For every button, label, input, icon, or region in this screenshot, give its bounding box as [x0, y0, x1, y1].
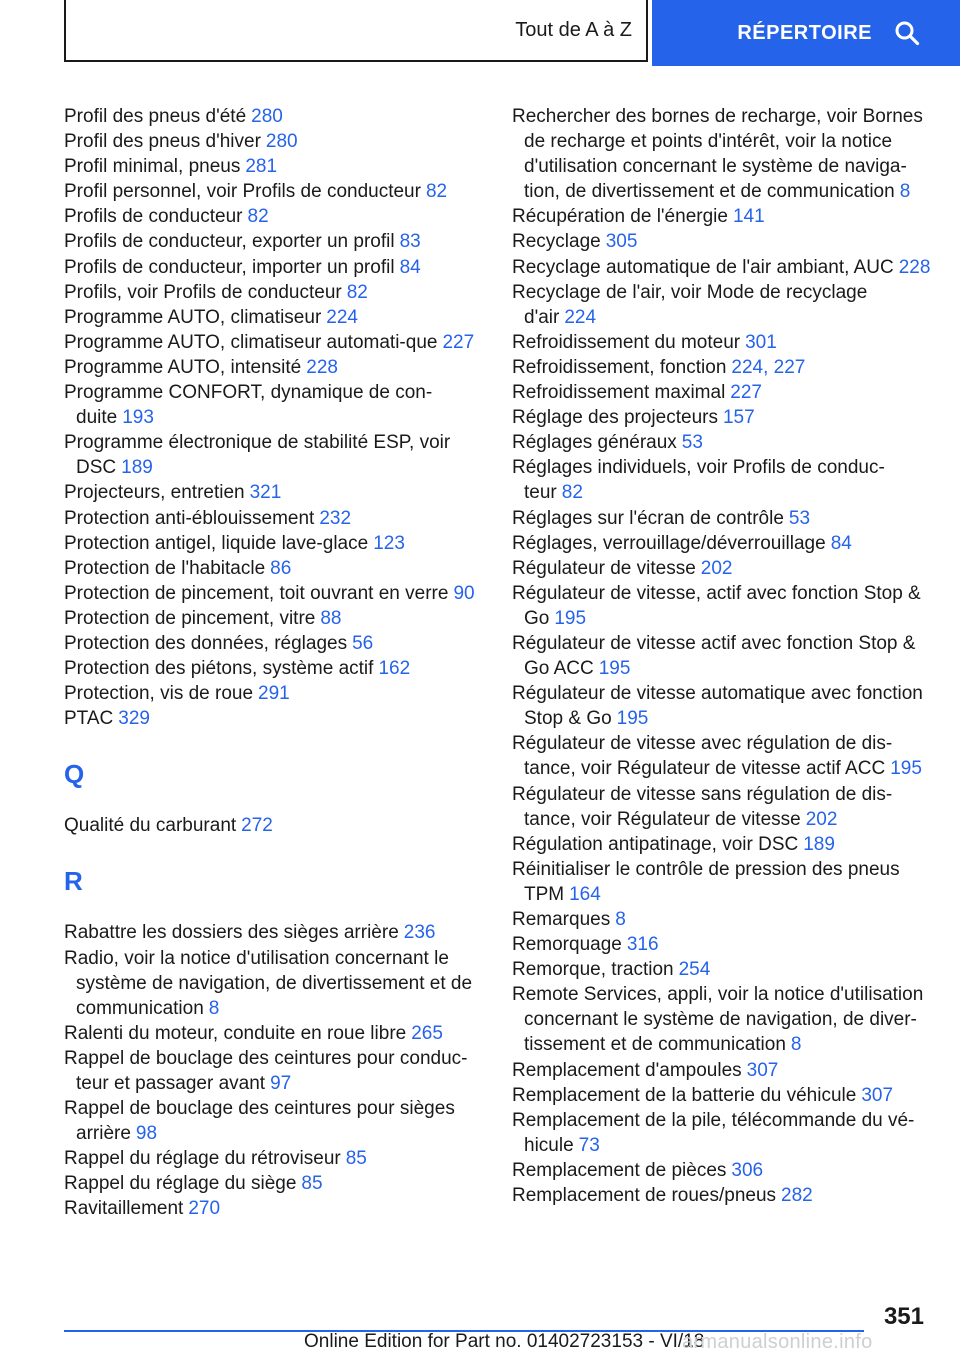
index-entry-term: Rappel du réglage du rétroviseur	[64, 1148, 341, 1170]
index-entry-term: PTAC	[64, 708, 114, 730]
footer-edition: Online Edition for Part no. 01402723153 - VI/18	[304, 1331, 705, 1352]
index-entry	[64, 129, 484, 154]
index-entry-page-link[interactable]: 232	[319, 507, 352, 529]
index-entry-term: Réinitialiser le contrôle de pression des pneus TPM	[512, 858, 900, 905]
index-entry-term: Refroidissement maximal	[512, 382, 726, 404]
index-entry	[64, 330, 484, 355]
index-entry	[64, 104, 484, 129]
index-entry	[512, 506, 932, 531]
index-entry-term: Profils de conducteur	[64, 206, 243, 228]
index-entry-page-link[interactable]: 123	[373, 532, 405, 554]
index-entry-page-link[interactable]: 157	[722, 407, 755, 429]
index-entry-term: Remote Services, appli, voir la notice d'utilisation concernant le système de navigation, de diver-tissement et de communication	[512, 984, 924, 1056]
index-entry-term: Régulateur de vitesse, actif avec fonction Stop & Go	[512, 582, 921, 629]
index-entry	[512, 932, 932, 957]
index-entry-page-link[interactable]: 316	[626, 934, 659, 956]
index-entry	[512, 982, 932, 1057]
index-entry-term: Rechercher des bornes de recharge, voir Bornes de recharge et points d'intérêt, voir la notice d'utilisation concernant le système de naviga-tion, de divertissement et de communication	[512, 106, 923, 203]
tab-az-label: Tout de A à Z	[515, 18, 632, 41]
index-entry-term: Programme CONFORT, dynamique de con-duite	[64, 382, 433, 429]
index-entry	[64, 1046, 484, 1096]
index-entry	[512, 1108, 932, 1158]
index-entry	[512, 731, 932, 781]
index-entry	[64, 480, 484, 505]
index-entry-page-link[interactable]: 227	[730, 382, 762, 404]
index-entry-page-link[interactable]: 270	[188, 1198, 221, 1220]
index-entry	[64, 556, 484, 581]
index-entry-page-link[interactable]: 82	[346, 281, 368, 303]
index-entry-term: Rabattre les dossiers des sièges arrière	[64, 922, 399, 944]
index-entry	[512, 1058, 932, 1083]
index-entry	[64, 355, 484, 380]
index-entry-page-link[interactable]: 307	[746, 1059, 779, 1081]
tab-tout-de-a-a-z[interactable]	[64, 0, 648, 62]
index-entry-term: Réglages, verrouillage/déverrouillage	[512, 532, 826, 554]
index-entry-term: Réglages individuels, voir Profils de conduc-teur	[512, 457, 885, 504]
index-entry-page-link[interactable]: 227	[442, 331, 475, 353]
index-entry-page-link[interactable]: 195	[890, 758, 922, 780]
index-entry-term: Protection antigel, liquide lave-glace	[64, 532, 369, 554]
index-entry-term: Programme AUTO, climatiseur	[64, 306, 322, 328]
index-entry-term: Réglages généraux	[512, 432, 677, 454]
index-entry-term: Profils, voir Profils de conducteur	[64, 281, 342, 303]
index-entry-term: Profil minimal, pneus	[64, 156, 241, 178]
index-entry-term: Programme électronique de stabilité ESP, voir DSC	[64, 432, 451, 479]
index-entry-term: Régulateur de vitesse sans régulation de dis-tance, voir Régulateur de vitesse	[512, 783, 893, 830]
index-entry-page-link[interactable]: 272	[241, 815, 273, 837]
index-entry-page-link[interactable]: 193	[122, 407, 154, 429]
index-entry	[64, 581, 484, 606]
index-entry	[512, 280, 932, 330]
index-entry-term: Protection des piétons, système actif	[64, 658, 374, 680]
index-entry-term: Programme AUTO, climatiseur automati-que	[64, 331, 438, 353]
index-entry	[64, 631, 484, 656]
index-entry	[64, 280, 484, 305]
index-entry-term: Protection de l'habitacle	[64, 557, 266, 579]
index-entry-page-link[interactable]: 8	[615, 909, 626, 930]
index-entry-term: Réglage des projecteurs	[512, 407, 718, 429]
index-entry-page-link[interactable]: 53	[788, 507, 811, 529]
index-entry-page-link[interactable]: 8	[208, 997, 220, 1019]
index-entry	[512, 832, 932, 857]
index-entry-page-link[interactable]: 73	[578, 1134, 600, 1156]
index-entry-page-link[interactable]: 84	[399, 256, 421, 278]
index-entry-term: Profils de conducteur, importer un profil	[64, 256, 395, 278]
index-entry-page-link[interactable]: 189	[803, 833, 835, 855]
index-entry	[64, 154, 484, 179]
index-entry	[64, 1196, 484, 1221]
index-entry-page-link[interactable]: 224	[326, 306, 358, 328]
index-entry-page-link[interactable]: 86	[270, 557, 292, 579]
index-entry-term: Refroidissement du moteur	[512, 331, 741, 353]
index-entry-page-link[interactable]: 162	[378, 658, 411, 680]
index-entry-page-link[interactable]: 282	[781, 1185, 813, 1207]
index-entry-term: Recyclage	[512, 231, 601, 253]
index-entry	[64, 204, 484, 229]
index-entry-page-link[interactable]: 98	[135, 1123, 158, 1145]
index-entry	[64, 681, 484, 706]
index-entry	[64, 1021, 484, 1046]
index-entry-term: Radio, voir la notice d'utilisation concernant le système de navigation, de divertissement et de communication	[64, 947, 473, 1019]
index-entry-term: Protection de pincement, toit ouvrant en verre	[64, 582, 449, 604]
index-entry	[512, 255, 932, 280]
index-letter-heading: R	[64, 866, 83, 897]
index-entry-term: Refroidissement, fonction	[512, 356, 727, 378]
index-entry	[64, 229, 484, 254]
index-entry-page-link[interactable]: 85	[301, 1173, 323, 1195]
index-entry-term: Remplacement de pièces	[512, 1159, 727, 1181]
index-entry	[512, 455, 932, 505]
index-entry-term: Recyclage de l'air, voir Mode de recyclage d'air	[512, 281, 868, 328]
index-entry	[64, 531, 484, 556]
index-entry	[512, 355, 932, 380]
index-entry	[512, 782, 932, 832]
index-entry-term: Régulateur de vitesse avec régulation de dis-tance, voir Régulateur de vitesse actif ACC	[512, 733, 893, 780]
search-icon[interactable]	[894, 20, 920, 46]
index-entry-term: Régulateur de vitesse automatique avec fonction Stop & Go	[512, 683, 923, 730]
index-entry-term: Rappel de bouclage des ceintures pour conduc-teur et passager avant	[64, 1047, 468, 1094]
index-entry	[64, 506, 484, 531]
index-entry-page-link[interactable]: 202	[805, 808, 838, 830]
index-entry	[64, 430, 484, 480]
index-entry-term: Profil des pneus d'été	[64, 106, 247, 127]
index-entry-term: Recyclage automatique de l'air ambiant, AUC	[512, 256, 894, 278]
index-entry-term: Régulateur de vitesse	[512, 557, 696, 579]
index-entry	[64, 1096, 484, 1146]
index-column-right	[512, 104, 932, 1208]
index-entry-page-link[interactable]: 254	[678, 959, 711, 981]
index-entry-term: Ravitaillement	[64, 1198, 184, 1220]
index-entry-page-link[interactable]: 280	[265, 131, 298, 153]
index-entry-term: Remarques	[512, 909, 611, 930]
index-entry-page-link[interactable]: 82	[247, 206, 269, 228]
index-entry-page-link[interactable]: 224	[564, 306, 597, 328]
index-entry-page-link[interactable]: 195	[616, 708, 649, 730]
index-entry-term: Protection de pincement, vitre	[64, 607, 316, 629]
index-entry	[512, 581, 932, 631]
index-entry-page-link[interactable]: 202	[700, 557, 733, 579]
index-entry	[64, 656, 484, 681]
index-entry	[64, 920, 484, 945]
index-entry-term: Programme AUTO, intensité	[64, 356, 302, 378]
tab-repertoire-label: RÉPERTOIRE	[737, 21, 872, 44]
index-entry	[64, 946, 484, 1021]
index-entry	[512, 1183, 932, 1208]
index-entry	[64, 305, 484, 330]
index-entry-term: Remorquage	[512, 934, 622, 956]
index-entry-page-link[interactable]: 228	[898, 256, 931, 278]
index-entry	[64, 813, 484, 838]
top-navigation	[0, 0, 960, 66]
index-letter-heading: Q	[64, 759, 85, 790]
index-entry	[512, 104, 932, 204]
index-entry-page-link[interactable]: 280	[251, 106, 283, 127]
index-entry	[512, 1158, 932, 1183]
index-entry-page-link[interactable]: 97	[270, 1073, 292, 1094]
index-entry-page-link[interactable]: 306	[731, 1159, 764, 1181]
index-entry-term: Rappel de bouclage des ceintures pour sièges arrière	[64, 1098, 455, 1145]
index-entry-page-link[interactable]: 195	[598, 658, 631, 680]
index-entry	[512, 330, 932, 355]
index-entry	[512, 380, 932, 405]
index-entry-term: Remplacement de roues/pneus	[512, 1185, 777, 1207]
index-entry	[512, 531, 932, 556]
index-entry-page-link[interactable]: 307	[861, 1084, 894, 1106]
index-entry	[512, 1083, 932, 1108]
index-entry	[512, 204, 932, 229]
index-entry-page-link[interactable]: 88	[320, 607, 342, 629]
index-entry-term: Régulateur de vitesse actif avec fonction Stop & Go ACC	[512, 632, 916, 680]
index-entry-term: Protection des données, réglages	[64, 632, 348, 654]
index-entry-term: Qualité du carburant	[64, 815, 237, 837]
index-entry-page-link[interactable]: 8	[790, 1034, 802, 1056]
index-entry-term: Réglages sur l'écran de contrôle	[512, 507, 784, 529]
index-entry-term: Projecteurs, entretien	[64, 482, 245, 504]
index-entry-page-link[interactable]: 301	[745, 331, 777, 353]
index-entry-page-link[interactable]: 281	[245, 156, 278, 178]
page-number: 351	[883, 1303, 924, 1330]
index-entry-term: Régulation antipatinage, voir DSC	[512, 833, 799, 855]
index-entry-term: Ralenti du moteur, conduite en roue libre	[64, 1022, 407, 1044]
index-entry-page-link[interactable]: 141	[732, 206, 765, 228]
index-entry	[64, 706, 484, 731]
index-entry	[64, 1171, 484, 1196]
index-entry-term: Remplacement de la pile, télécommande du vé-hicule	[512, 1109, 915, 1156]
watermark: armanualsonline.info	[682, 1331, 873, 1353]
index-entry-page-link[interactable]: 8	[899, 181, 911, 203]
index-entry	[512, 907, 932, 932]
index-entry	[64, 1146, 484, 1171]
index-entry-page-link[interactable]: 265	[411, 1022, 443, 1044]
index-entry-term: Rappel du réglage du siège	[64, 1173, 297, 1195]
index-entry-term: Profils de conducteur, exporter un profil	[64, 231, 395, 253]
index-entry	[64, 380, 484, 430]
index-entry-page-link[interactable]: 90	[453, 582, 475, 604]
index-entry-page-link[interactable]: 228	[306, 356, 338, 378]
index-entry-term: Remplacement de la batterie du véhicule	[512, 1084, 857, 1106]
index-entry-page-link[interactable]: 85	[345, 1148, 367, 1170]
index-entry	[512, 957, 932, 982]
index-entry-page-link[interactable]: 305	[605, 231, 638, 253]
index-entry-term: Remorque, traction	[512, 959, 674, 981]
index-entry-page-link[interactable]: 224, 227	[731, 356, 806, 378]
index-entry	[64, 606, 484, 631]
index-entry-term: Remplacement d'ampoules	[512, 1059, 742, 1081]
index-entry-term: Protection, vis de roue	[64, 683, 254, 705]
index-entry-page-link[interactable]: 53	[681, 432, 703, 454]
index-entry-page-link[interactable]: 189	[121, 457, 153, 479]
index-entry-page-link[interactable]: 82	[561, 482, 583, 504]
index-entry	[512, 229, 932, 254]
index-entry	[512, 556, 932, 581]
index-entry-page-link[interactable]: 84	[830, 532, 852, 554]
index-entry-term: Protection anti-éblouissement	[64, 507, 315, 529]
index-entry-page-link[interactable]: 291	[258, 683, 290, 705]
tab-repertoire[interactable]	[652, 0, 960, 66]
index-entry	[64, 179, 484, 204]
index-entry	[512, 681, 932, 731]
index-entry-page-link[interactable]: 329	[118, 708, 150, 730]
index-entry-page-link[interactable]: 56	[352, 632, 374, 654]
index-column-left	[64, 104, 484, 1222]
index-entry-page-link[interactable]: 321	[249, 482, 282, 504]
index-entry-term: Récupération de l'énergie	[512, 206, 728, 228]
index-entry	[512, 631, 932, 681]
index-entry	[512, 405, 932, 430]
index-entry-page-link[interactable]: 195	[554, 607, 587, 629]
index-entry	[512, 857, 932, 907]
index-entry-term: Profil des pneus d'hiver	[64, 131, 261, 153]
index-entry	[512, 430, 932, 455]
index-entry-page-link[interactable]: 82	[425, 181, 448, 203]
index-entry-page-link[interactable]: 236	[403, 922, 436, 944]
index-entry-page-link[interactable]: 164	[569, 883, 601, 905]
index-entry-page-link[interactable]: 83	[399, 231, 421, 253]
index-entry-term: Profil personnel, voir Profils de conducteur	[64, 181, 421, 203]
index-entry	[64, 255, 484, 280]
